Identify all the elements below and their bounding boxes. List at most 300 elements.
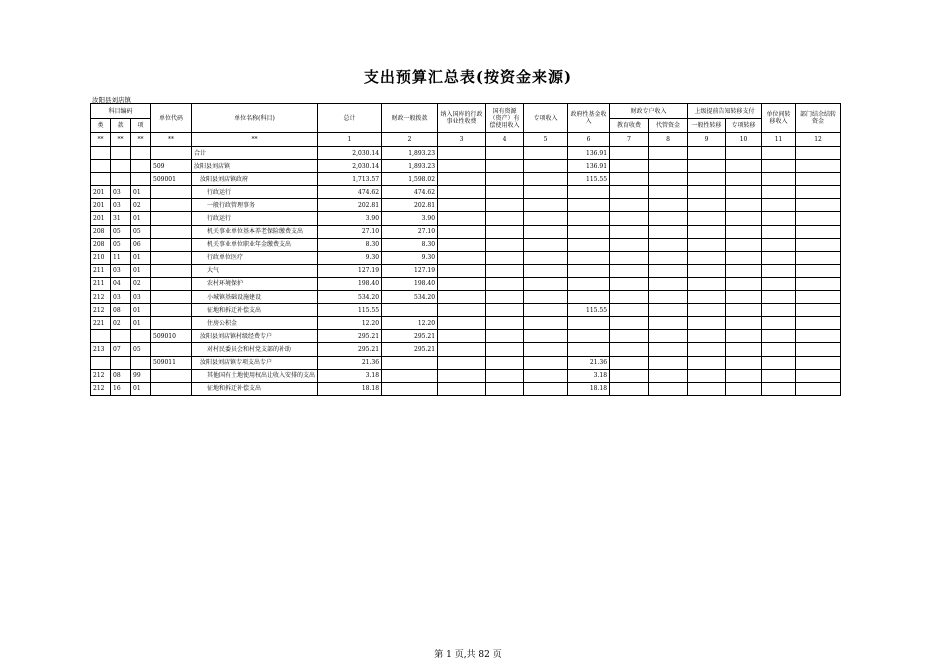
general-transfer-cell bbox=[688, 251, 726, 264]
fiscal-general-cell: 127.19 bbox=[382, 264, 438, 277]
xiang-cell: 01 bbox=[131, 304, 151, 317]
lei-cell: 201 bbox=[91, 212, 111, 225]
kuan-cell: 03 bbox=[111, 186, 131, 199]
general-transfer-cell bbox=[688, 199, 726, 212]
kuan-cell: 05 bbox=[111, 238, 131, 251]
fiscal-general-header: 财政一般拨款 bbox=[382, 104, 438, 133]
special-transfer-cell bbox=[726, 173, 762, 186]
unit-code-cell bbox=[151, 186, 192, 199]
dept-balance-cell bbox=[796, 225, 841, 238]
gov-fund-cell: 136.91 bbox=[568, 160, 610, 173]
unit-name-cell: 一般行政管理事务 bbox=[192, 199, 318, 212]
special-income-cell bbox=[524, 277, 568, 290]
table-row bbox=[91, 147, 841, 160]
table-row bbox=[91, 173, 841, 186]
fee-income-cell bbox=[438, 330, 486, 343]
table-row bbox=[91, 304, 841, 317]
unit-code-cell bbox=[151, 277, 192, 290]
fiscal-general-cell: 1,893.23 bbox=[382, 147, 438, 160]
managed-fund-cell bbox=[649, 343, 688, 356]
edu-fee-cell bbox=[610, 330, 649, 343]
special-income-cell bbox=[524, 343, 568, 356]
state-assets-cell bbox=[486, 369, 524, 382]
table-row bbox=[91, 238, 841, 251]
table-row bbox=[91, 369, 841, 382]
unit-transfer-cell bbox=[762, 160, 796, 173]
fiscal-general-cell: 8.30 bbox=[382, 238, 438, 251]
fee-income-header: 纳入国库的行政事业性收费 bbox=[438, 104, 486, 133]
managed-fund-cell bbox=[649, 356, 688, 369]
lei-cell bbox=[91, 356, 111, 369]
edu-fee-cell bbox=[610, 173, 649, 186]
managed-fund-cell bbox=[649, 291, 688, 304]
gov-fund-cell bbox=[568, 330, 610, 343]
kuan-cell bbox=[111, 330, 131, 343]
edu-fee-cell bbox=[610, 251, 649, 264]
edu-fee-cell bbox=[610, 343, 649, 356]
general-transfer-cell bbox=[688, 330, 726, 343]
special-transfer-cell bbox=[726, 199, 762, 212]
kemu-header: 科目编码 bbox=[91, 104, 151, 119]
fiscal-general-cell: 295.21 bbox=[382, 343, 438, 356]
col-num: 1 bbox=[318, 133, 382, 147]
gov-fund-cell bbox=[568, 277, 610, 290]
fiscal-general-cell bbox=[382, 369, 438, 382]
special-income-cell bbox=[524, 147, 568, 160]
general-transfer-cell bbox=[688, 238, 726, 251]
fee-income-cell bbox=[438, 160, 486, 173]
unit-code-cell bbox=[151, 212, 192, 225]
unit-code-cell bbox=[151, 199, 192, 212]
unit-transfer-cell bbox=[762, 369, 796, 382]
total-cell: 295.21 bbox=[318, 330, 382, 343]
unit-transfer-cell bbox=[762, 343, 796, 356]
gov-fund-cell: 3.18 bbox=[568, 369, 610, 382]
dept-balance-cell bbox=[796, 277, 841, 290]
unit-name-cell: 小城镇基础设施建设 bbox=[192, 291, 318, 304]
state-assets-cell bbox=[486, 304, 524, 317]
managed-fund-cell bbox=[649, 369, 688, 382]
unit-name-cell: 合计 bbox=[192, 147, 318, 160]
xiang-cell bbox=[131, 173, 151, 186]
dept-balance-cell bbox=[796, 173, 841, 186]
special-transfer-cell bbox=[726, 264, 762, 277]
total-cell: 127.19 bbox=[318, 264, 382, 277]
xiang-cell bbox=[131, 160, 151, 173]
unit-transfer-cell bbox=[762, 330, 796, 343]
fee-income-cell bbox=[438, 199, 486, 212]
general-transfer-cell bbox=[688, 317, 726, 330]
unit-name-cell: 大气 bbox=[192, 264, 318, 277]
total-cell: 474.62 bbox=[318, 186, 382, 199]
edu-fee-cell bbox=[610, 277, 649, 290]
edu-fee-cell bbox=[610, 317, 649, 330]
gov-fund-cell bbox=[568, 225, 610, 238]
fiscal-special-header: 财政专户收入 bbox=[610, 104, 688, 119]
edu-fee-cell bbox=[610, 160, 649, 173]
special-transfer-cell bbox=[726, 304, 762, 317]
col-num: 2 bbox=[382, 133, 438, 147]
table-row bbox=[91, 382, 841, 395]
fiscal-general-cell bbox=[382, 304, 438, 317]
dept-balance-cell bbox=[796, 304, 841, 317]
general-transfer-cell bbox=[688, 173, 726, 186]
unit-name-cell: 行政运行 bbox=[192, 186, 318, 199]
total-cell: 295.21 bbox=[318, 343, 382, 356]
general-transfer-cell bbox=[688, 147, 726, 160]
managed-fund-cell bbox=[649, 173, 688, 186]
general-transfer-cell bbox=[688, 212, 726, 225]
unit-code-cell bbox=[151, 238, 192, 251]
general-transfer-cell bbox=[688, 186, 726, 199]
special-transfer-header: 专项转移 bbox=[726, 119, 762, 133]
unit-code-cell bbox=[151, 264, 192, 277]
total-cell: 3.90 bbox=[318, 212, 382, 225]
dept-balance-cell bbox=[796, 251, 841, 264]
edu-fee-cell bbox=[610, 238, 649, 251]
gov-fund-cell: 115.55 bbox=[568, 304, 610, 317]
fee-income-cell bbox=[438, 264, 486, 277]
kuan-cell: 03 bbox=[111, 264, 131, 277]
gov-fund-cell bbox=[568, 264, 610, 277]
state-assets-cell bbox=[486, 173, 524, 186]
general-transfer-cell bbox=[688, 160, 726, 173]
header-row-3 bbox=[91, 133, 841, 147]
edu-fee-cell bbox=[610, 369, 649, 382]
gov-fund-header: 政府性基金收入 bbox=[568, 104, 610, 133]
managed-fund-cell bbox=[649, 317, 688, 330]
stars-cell: ** bbox=[91, 133, 111, 147]
fee-income-cell bbox=[438, 382, 486, 395]
general-transfer-cell bbox=[688, 369, 726, 382]
unit-transfer-cell bbox=[762, 225, 796, 238]
special-income-cell bbox=[524, 199, 568, 212]
xiang-cell: 02 bbox=[131, 277, 151, 290]
xiang-cell: 03 bbox=[131, 291, 151, 304]
lei-cell bbox=[91, 173, 111, 186]
table-row bbox=[91, 317, 841, 330]
lei-cell: 201 bbox=[91, 199, 111, 212]
unit-code-cell: 509 bbox=[151, 160, 192, 173]
state-assets-cell bbox=[486, 343, 524, 356]
state-assets-cell bbox=[486, 199, 524, 212]
unit-transfer-cell bbox=[762, 186, 796, 199]
unit-transfer-cell bbox=[762, 251, 796, 264]
edu-fee-cell bbox=[610, 264, 649, 277]
special-income-cell bbox=[524, 251, 568, 264]
kuan-cell bbox=[111, 173, 131, 186]
xiang-cell bbox=[131, 356, 151, 369]
stars-cell: ** bbox=[192, 133, 318, 147]
unit-code-cell bbox=[151, 382, 192, 395]
unit-code-cell: 509010 bbox=[151, 330, 192, 343]
unit-name-cell: 其他国有土地使用权出让收入安排的支出 bbox=[192, 369, 318, 382]
kuan-cell: 16 bbox=[111, 382, 131, 395]
gov-fund-cell bbox=[568, 317, 610, 330]
xiang-cell: 01 bbox=[131, 317, 151, 330]
fiscal-general-cell: 295.21 bbox=[382, 330, 438, 343]
unit-name-cell: 汝阳县刘店镇专项支出专户 bbox=[192, 356, 318, 369]
managed-fund-cell bbox=[649, 251, 688, 264]
unit-name-header: 单位名称(科目) bbox=[192, 104, 318, 133]
special-transfer-cell bbox=[726, 317, 762, 330]
table-row bbox=[91, 212, 841, 225]
state-assets-cell bbox=[486, 382, 524, 395]
lei-cell bbox=[91, 160, 111, 173]
fee-income-cell bbox=[438, 212, 486, 225]
col-num: 12 bbox=[796, 133, 841, 147]
gov-fund-cell: 136.91 bbox=[568, 147, 610, 160]
unit-transfer-header: 单位间转移收入 bbox=[762, 104, 796, 133]
lei-header: 类 bbox=[91, 119, 111, 133]
special-income-cell bbox=[524, 212, 568, 225]
total-cell: 12.20 bbox=[318, 317, 382, 330]
lei-cell: 208 bbox=[91, 238, 111, 251]
kuan-cell: 02 bbox=[111, 317, 131, 330]
dept-balance-cell bbox=[796, 291, 841, 304]
special-income-header: 专项收入 bbox=[524, 104, 568, 133]
unit-code-cell bbox=[151, 304, 192, 317]
dept-balance-cell bbox=[796, 186, 841, 199]
xiang-cell bbox=[131, 147, 151, 160]
unit-transfer-cell bbox=[762, 291, 796, 304]
fiscal-general-cell: 12.20 bbox=[382, 317, 438, 330]
managed-fund-cell bbox=[649, 186, 688, 199]
special-income-cell bbox=[524, 330, 568, 343]
state-assets-cell bbox=[486, 317, 524, 330]
lei-cell: 210 bbox=[91, 251, 111, 264]
gov-fund-cell bbox=[568, 291, 610, 304]
unit-name-cell: 机关事业单位职业年金缴费支出 bbox=[192, 238, 318, 251]
dept-balance-cell bbox=[796, 264, 841, 277]
table-row bbox=[91, 160, 841, 173]
gov-fund-cell: 115.55 bbox=[568, 173, 610, 186]
fee-income-cell bbox=[438, 356, 486, 369]
fiscal-general-cell: 202.81 bbox=[382, 199, 438, 212]
header-row-1 bbox=[91, 104, 841, 119]
table-row bbox=[91, 277, 841, 290]
special-income-cell bbox=[524, 369, 568, 382]
fiscal-general-cell: 1,893.23 bbox=[382, 160, 438, 173]
col-num: 8 bbox=[649, 133, 688, 147]
kuan-cell: 07 bbox=[111, 343, 131, 356]
lei-cell: 221 bbox=[91, 317, 111, 330]
fiscal-general-cell: 534.20 bbox=[382, 291, 438, 304]
state-assets-cell bbox=[486, 238, 524, 251]
unit-transfer-cell bbox=[762, 277, 796, 290]
kuan-header: 款 bbox=[111, 119, 131, 133]
fee-income-cell bbox=[438, 173, 486, 186]
managed-fund-cell bbox=[649, 147, 688, 160]
kuan-cell bbox=[111, 356, 131, 369]
managed-fund-cell bbox=[649, 382, 688, 395]
fee-income-cell bbox=[438, 343, 486, 356]
edu-fee-cell bbox=[610, 382, 649, 395]
unit-name-cell: 机关事业单位基本养老保险缴费支出 bbox=[192, 225, 318, 238]
edu-fee-cell bbox=[610, 225, 649, 238]
special-income-cell bbox=[524, 225, 568, 238]
state-assets-cell bbox=[486, 264, 524, 277]
col-num: 5 bbox=[524, 133, 568, 147]
gov-fund-cell bbox=[568, 212, 610, 225]
special-income-cell bbox=[524, 186, 568, 199]
state-assets-cell bbox=[486, 356, 524, 369]
fiscal-general-cell bbox=[382, 382, 438, 395]
gov-fund-cell bbox=[568, 343, 610, 356]
total-cell: 534.20 bbox=[318, 291, 382, 304]
total-cell: 3.18 bbox=[318, 369, 382, 382]
dept-balance-header: 部门结余结转资金 bbox=[796, 104, 841, 133]
lei-cell: 211 bbox=[91, 264, 111, 277]
general-transfer-cell bbox=[688, 304, 726, 317]
total-cell: 198.40 bbox=[318, 277, 382, 290]
dept-balance-cell bbox=[796, 369, 841, 382]
xiang-cell bbox=[131, 330, 151, 343]
general-transfer-cell bbox=[688, 382, 726, 395]
unit-code-cell bbox=[151, 291, 192, 304]
lei-cell bbox=[91, 330, 111, 343]
total-cell: 18.18 bbox=[318, 382, 382, 395]
stars-cell: ** bbox=[131, 133, 151, 147]
dept-balance-cell bbox=[796, 356, 841, 369]
edu-fee-cell bbox=[610, 291, 649, 304]
kuan-cell bbox=[111, 160, 131, 173]
edu-fee-cell bbox=[610, 199, 649, 212]
fee-income-cell bbox=[438, 225, 486, 238]
lei-cell: 212 bbox=[91, 382, 111, 395]
stars-cell: ** bbox=[151, 133, 192, 147]
lei-cell: 208 bbox=[91, 225, 111, 238]
edu-fee-cell bbox=[610, 304, 649, 317]
lei-cell: 212 bbox=[91, 291, 111, 304]
fee-income-cell bbox=[438, 369, 486, 382]
fee-income-cell bbox=[438, 147, 486, 160]
special-income-cell bbox=[524, 317, 568, 330]
unit-name-cell: 汝阳县刘店镇村级经费专户 bbox=[192, 330, 318, 343]
unit-transfer-cell bbox=[762, 382, 796, 395]
kuan-cell: 03 bbox=[111, 291, 131, 304]
table-row bbox=[91, 199, 841, 212]
unit-code-cell bbox=[151, 317, 192, 330]
lei-cell: 201 bbox=[91, 186, 111, 199]
kuan-cell: 04 bbox=[111, 277, 131, 290]
total-cell: 27.10 bbox=[318, 225, 382, 238]
kuan-cell: 08 bbox=[111, 304, 131, 317]
table-body bbox=[91, 147, 841, 396]
managed-fund-header: 代管资金 bbox=[649, 119, 688, 133]
xiang-cell: 01 bbox=[131, 186, 151, 199]
special-income-cell bbox=[524, 304, 568, 317]
unit-name: 汝阳县刘店镇 bbox=[92, 96, 131, 104]
table-row bbox=[91, 330, 841, 343]
table-row bbox=[91, 225, 841, 238]
unit-transfer-cell bbox=[762, 147, 796, 160]
total-cell: 1,713.57 bbox=[318, 173, 382, 186]
table-row bbox=[91, 251, 841, 264]
unit-code-cell bbox=[151, 225, 192, 238]
general-transfer-cell bbox=[688, 291, 726, 304]
xiang-cell: 05 bbox=[131, 225, 151, 238]
state-assets-header: 国有资源（资产）有偿使用收入 bbox=[486, 104, 524, 133]
fiscal-general-cell: 474.62 bbox=[382, 186, 438, 199]
total-cell: 115.55 bbox=[318, 304, 382, 317]
fee-income-cell bbox=[438, 277, 486, 290]
special-transfer-cell bbox=[726, 330, 762, 343]
xiang-cell: 99 bbox=[131, 369, 151, 382]
special-income-cell bbox=[524, 238, 568, 251]
special-income-cell bbox=[524, 160, 568, 173]
gov-fund-cell bbox=[568, 251, 610, 264]
general-transfer-header: 一般性转移 bbox=[688, 119, 726, 133]
managed-fund-cell bbox=[649, 225, 688, 238]
state-assets-cell bbox=[486, 291, 524, 304]
special-transfer-cell bbox=[726, 251, 762, 264]
xiang-cell: 01 bbox=[131, 382, 151, 395]
unit-code-header: 单位代码 bbox=[151, 104, 192, 133]
special-transfer-cell bbox=[726, 212, 762, 225]
state-assets-cell bbox=[486, 225, 524, 238]
general-transfer-cell bbox=[688, 264, 726, 277]
general-transfer-cell bbox=[688, 225, 726, 238]
total-header: 总计 bbox=[318, 104, 382, 133]
unit-transfer-cell bbox=[762, 212, 796, 225]
total-cell: 21.36 bbox=[318, 356, 382, 369]
page-footer: 第 1 页,共 82 页 bbox=[434, 650, 502, 660]
lei-cell: 212 bbox=[91, 369, 111, 382]
total-cell: 202.81 bbox=[318, 199, 382, 212]
xiang-cell: 01 bbox=[131, 212, 151, 225]
edu-fee-cell bbox=[610, 212, 649, 225]
special-transfer-cell bbox=[726, 238, 762, 251]
col-num: 6 bbox=[568, 133, 610, 147]
unit-code-cell: 509011 bbox=[151, 356, 192, 369]
dept-balance-cell bbox=[796, 330, 841, 343]
col-num: 7 bbox=[610, 133, 649, 147]
special-income-cell bbox=[524, 173, 568, 186]
total-cell: 9.30 bbox=[318, 251, 382, 264]
unit-name-cell: 行政单位医疗 bbox=[192, 251, 318, 264]
unit-transfer-cell bbox=[762, 199, 796, 212]
col-num: 10 bbox=[726, 133, 762, 147]
kuan-cell: 05 bbox=[111, 225, 131, 238]
state-assets-cell bbox=[486, 251, 524, 264]
col-num: 9 bbox=[688, 133, 726, 147]
managed-fund-cell bbox=[649, 264, 688, 277]
edu-fee-cell bbox=[610, 356, 649, 369]
unit-code-cell bbox=[151, 147, 192, 160]
unit-name-cell: 农村环境保护 bbox=[192, 277, 318, 290]
state-assets-cell bbox=[486, 160, 524, 173]
managed-fund-cell bbox=[649, 212, 688, 225]
special-transfer-cell bbox=[726, 277, 762, 290]
fee-income-cell bbox=[438, 251, 486, 264]
col-num: 11 bbox=[762, 133, 796, 147]
edu-fee-cell bbox=[610, 186, 649, 199]
unit-name-cell: 汝阳县刘店镇政府 bbox=[192, 173, 318, 186]
gov-fund-cell: 21.36 bbox=[568, 356, 610, 369]
unit-name-cell: 住房公积金 bbox=[192, 317, 318, 330]
special-income-cell bbox=[524, 382, 568, 395]
kuan-cell: 31 bbox=[111, 212, 131, 225]
budget-table bbox=[90, 103, 841, 396]
special-transfer-cell bbox=[726, 147, 762, 160]
xiang-cell: 05 bbox=[131, 343, 151, 356]
state-assets-cell bbox=[486, 212, 524, 225]
unit-code-cell bbox=[151, 369, 192, 382]
special-transfer-cell bbox=[726, 343, 762, 356]
fee-income-cell bbox=[438, 238, 486, 251]
fiscal-general-cell: 9.30 bbox=[382, 251, 438, 264]
